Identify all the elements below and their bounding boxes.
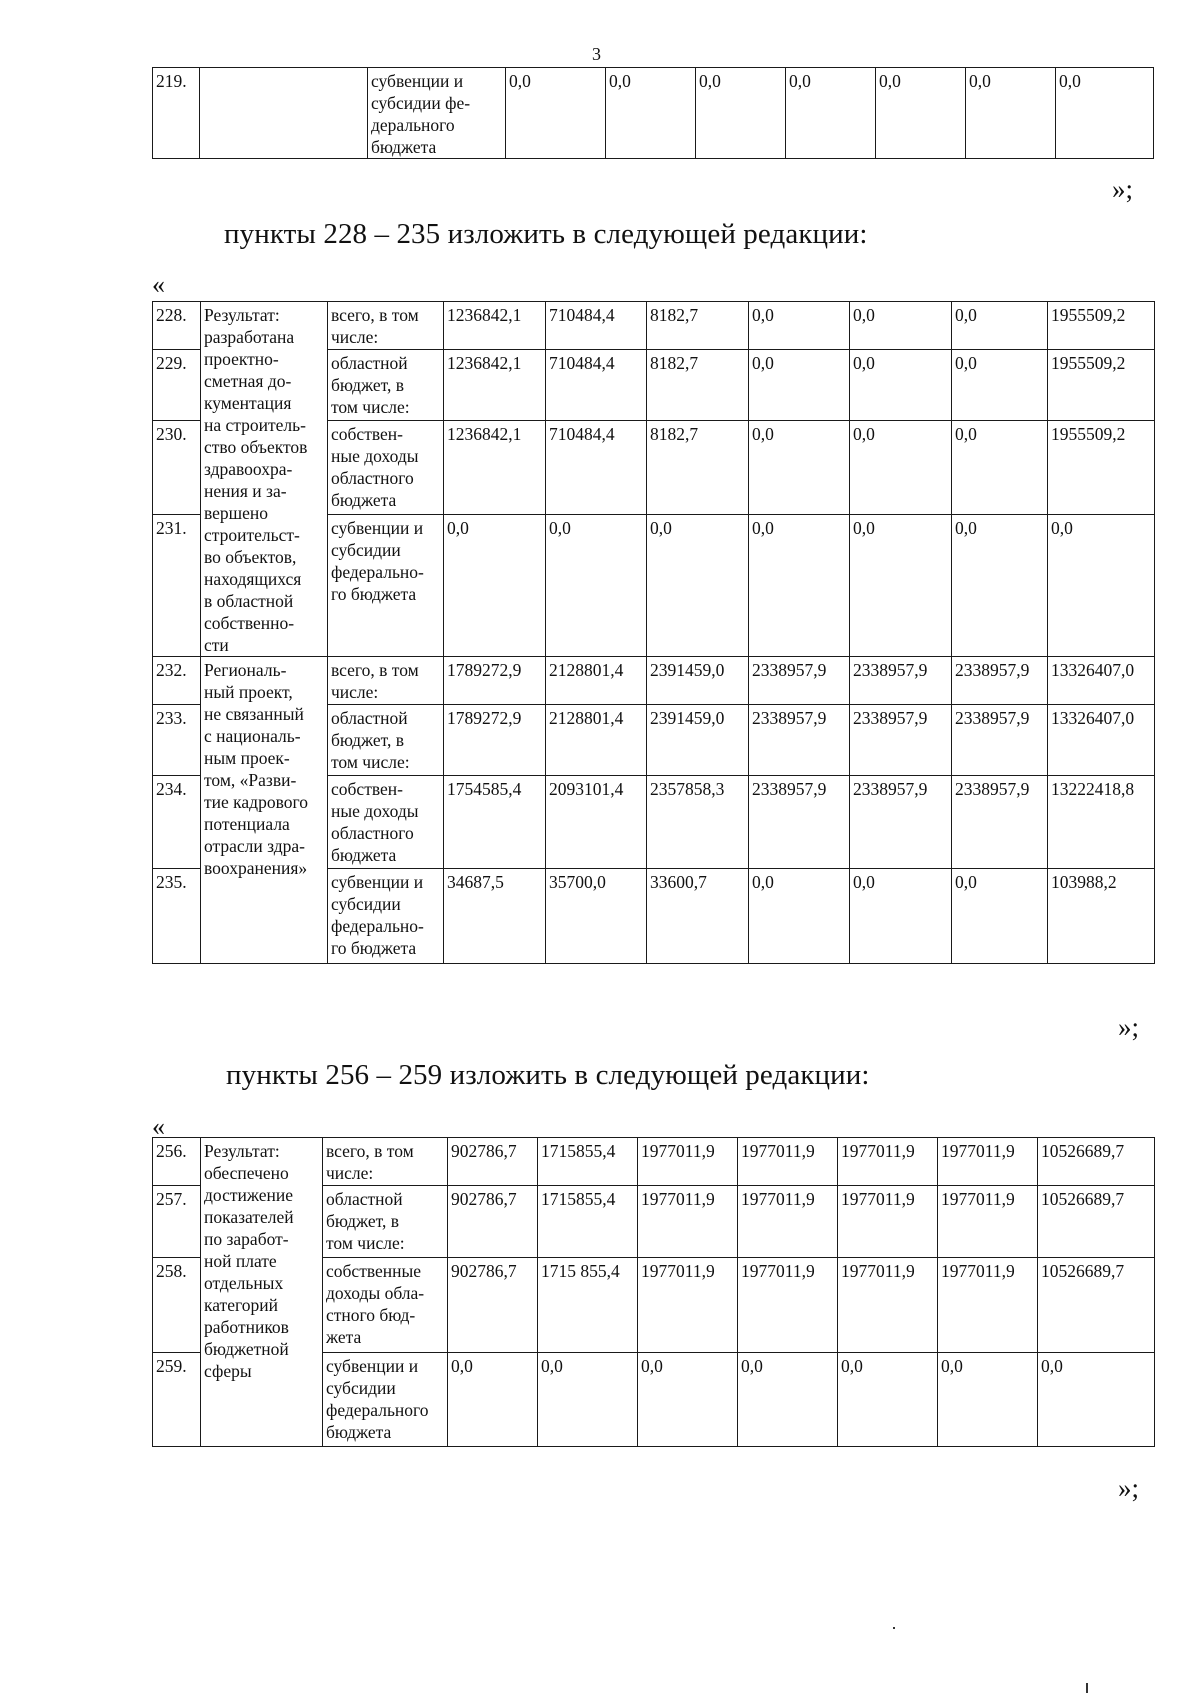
- row-number: 258.: [153, 1258, 201, 1353]
- value-cell: 1754585,4: [444, 776, 546, 869]
- value-cell: 13326407,0: [1048, 705, 1155, 776]
- table-row: [153, 657, 1155, 705]
- table-row: [153, 302, 1155, 350]
- value-cell: 0,0: [786, 68, 876, 159]
- value-cell: 0,0: [876, 68, 966, 159]
- value-cell: 33600,7: [647, 869, 749, 964]
- funding-source: областной бюджет, в том числе:: [323, 1186, 448, 1258]
- page-number: 3: [592, 44, 601, 64]
- value-cell: 0,0: [696, 68, 786, 159]
- opening-quote-2: «: [152, 1112, 165, 1141]
- value-cell: 2338957,9: [952, 776, 1048, 869]
- closing-quote-1: »;: [1112, 174, 1134, 204]
- row-number: 235.: [153, 869, 201, 964]
- funding-source: областной бюджет, в том числе:: [328, 705, 444, 776]
- value-cell: 2093101,4: [546, 776, 647, 869]
- value-cell: 0,0: [952, 515, 1048, 657]
- table-row: [153, 68, 1154, 159]
- project-description: Региональ- ный проект, не связанный с националь- ным проек- том, «Разви- тие кадрового потенциала отрасли здра- воохранения»: [201, 657, 328, 964]
- table-continuation: [152, 67, 1154, 159]
- value-cell: 0,0: [850, 349, 952, 421]
- opening-quote-1: «: [152, 270, 165, 299]
- funding-source: субвенции и субсидии федерального бюджета: [323, 1353, 448, 1447]
- value-cell: 1789272,9: [444, 705, 546, 776]
- value-cell: 2338957,9: [850, 776, 952, 869]
- value-cell: 1955509,2: [1048, 302, 1155, 350]
- row-number: 219.: [153, 68, 200, 159]
- value-cell: 1977011,9: [738, 1186, 838, 1258]
- result-description: Результат: обеспечено достижение показателей по заработ- ной плате отдельных категорий работников бюджетной сферы: [201, 1138, 323, 1447]
- value-cell: 2128801,4: [546, 705, 647, 776]
- value-cell: 2338957,9: [850, 657, 952, 705]
- value-cell: 103988,2: [1048, 869, 1155, 964]
- value-cell: 10526689,7: [1038, 1186, 1155, 1258]
- value-cell: 0,0: [546, 515, 647, 657]
- value-cell: 0,0: [938, 1353, 1038, 1447]
- funding-source: субвенции и субсидии фе- дерального бюджета: [368, 68, 506, 159]
- value-cell: 35700,0: [546, 869, 647, 964]
- value-cell: 0,0: [952, 421, 1048, 515]
- value-cell: 0,0: [850, 302, 952, 350]
- funding-source: всего, в том числе:: [328, 302, 444, 350]
- value-cell: 2338957,9: [952, 657, 1048, 705]
- value-cell: 1955509,2: [1048, 421, 1155, 515]
- value-cell: 10526689,7: [1038, 1258, 1155, 1353]
- value-cell: 8182,7: [647, 302, 749, 350]
- scan-speck: [1086, 1683, 1088, 1693]
- value-cell: 0,0: [952, 869, 1048, 964]
- value-cell: 710484,4: [546, 421, 647, 515]
- funding-source: всего, в том числе:: [328, 657, 444, 705]
- row-number: 233.: [153, 705, 201, 776]
- funding-source: субвенции и субсидии федерально- го бюджета: [328, 869, 444, 964]
- funding-source: собствен- ные доходы областного бюджета: [328, 776, 444, 869]
- value-cell: 1715855,4: [538, 1186, 638, 1258]
- value-cell: 0,0: [638, 1353, 738, 1447]
- row-number: 234.: [153, 776, 201, 869]
- value-cell: 0,0: [850, 421, 952, 515]
- funding-source: субвенции и субсидии федерально- го бюджета: [328, 515, 444, 657]
- value-cell: 1977011,9: [938, 1186, 1038, 1258]
- value-cell: 0,0: [749, 349, 850, 421]
- value-cell: 1977011,9: [838, 1258, 938, 1353]
- value-cell: 710484,4: [546, 302, 647, 350]
- value-cell: 1977011,9: [838, 1138, 938, 1186]
- row-number: 232.: [153, 657, 201, 705]
- value-cell: 1977011,9: [838, 1186, 938, 1258]
- value-cell: 1977011,9: [938, 1258, 1038, 1353]
- value-cell: 710484,4: [546, 349, 647, 421]
- table-items-256-259: [152, 1137, 1155, 1447]
- value-cell: 0,0: [850, 869, 952, 964]
- value-cell: 0,0: [606, 68, 696, 159]
- value-cell: 34687,5: [444, 869, 546, 964]
- value-cell: 1955509,2: [1048, 349, 1155, 421]
- table-items-228-235: [152, 301, 1155, 964]
- value-cell: 2338957,9: [749, 776, 850, 869]
- closing-quote-2: »;: [1118, 1012, 1140, 1042]
- value-cell: 1977011,9: [938, 1138, 1038, 1186]
- value-cell: 0,0: [952, 302, 1048, 350]
- value-cell: 1236842,1: [444, 302, 546, 350]
- value-cell: 1977011,9: [638, 1258, 738, 1353]
- value-cell: 10526689,7: [1038, 1138, 1155, 1186]
- value-cell: 0,0: [952, 349, 1048, 421]
- funding-source: всего, в том числе:: [323, 1138, 448, 1186]
- value-cell: 13326407,0: [1048, 657, 1155, 705]
- value-cell: 1789272,9: [444, 657, 546, 705]
- value-cell: 0,0: [1048, 515, 1155, 657]
- value-cell: 2338957,9: [749, 657, 850, 705]
- row-number: 259.: [153, 1353, 201, 1447]
- value-cell: 0,0: [850, 515, 952, 657]
- value-cell: 2338957,9: [749, 705, 850, 776]
- funding-source: собственные доходы обла- стного бюд- жета: [323, 1258, 448, 1353]
- value-cell: 2338957,9: [850, 705, 952, 776]
- value-cell: 2357858,3: [647, 776, 749, 869]
- closing-quote-3: »;: [1118, 1473, 1140, 1503]
- value-cell: 0,0: [838, 1353, 938, 1447]
- value-cell: 902786,7: [448, 1258, 538, 1353]
- section-heading-228-235: пункты 228 – 235 изложить в следующей редакции:: [224, 218, 868, 250]
- value-cell: 2391459,0: [647, 657, 749, 705]
- value-cell: 0,0: [506, 68, 606, 159]
- row-number: 256.: [153, 1138, 201, 1186]
- value-cell: 0,0: [749, 421, 850, 515]
- section-heading-256-259: пункты 256 – 259 изложить в следующей редакции:: [226, 1059, 870, 1091]
- value-cell: 1715855,4: [538, 1138, 638, 1186]
- value-cell: 902786,7: [448, 1138, 538, 1186]
- value-cell: 1715 855,4: [538, 1258, 638, 1353]
- result-description: Результат: разработана проектно- сметная до- кументация на строитель- ство объектов здравоохра- нения и за- вершено строительст- во объектов, находящихся в областной собственно- сти: [201, 302, 328, 657]
- value-cell: 1977011,9: [638, 1138, 738, 1186]
- value-cell: 2391459,0: [647, 705, 749, 776]
- result-description: [200, 68, 368, 159]
- value-cell: 1977011,9: [738, 1138, 838, 1186]
- value-cell: 0,0: [538, 1353, 638, 1447]
- value-cell: 0,0: [1038, 1353, 1155, 1447]
- value-cell: 0,0: [448, 1353, 538, 1447]
- value-cell: 0,0: [749, 515, 850, 657]
- value-cell: 1236842,1: [444, 349, 546, 421]
- funding-source: областной бюджет, в том числе:: [328, 349, 444, 421]
- row-number: 229.: [153, 349, 201, 421]
- value-cell: 1977011,9: [738, 1258, 838, 1353]
- row-number: 257.: [153, 1186, 201, 1258]
- value-cell: 0,0: [647, 515, 749, 657]
- row-number: 228.: [153, 302, 201, 350]
- value-cell: 902786,7: [448, 1186, 538, 1258]
- value-cell: 1236842,1: [444, 421, 546, 515]
- row-number: 231.: [153, 515, 201, 657]
- value-cell: 13222418,8: [1048, 776, 1155, 869]
- value-cell: 0,0: [749, 869, 850, 964]
- value-cell: 0,0: [1056, 68, 1154, 159]
- row-number: 230.: [153, 421, 201, 515]
- value-cell: 2128801,4: [546, 657, 647, 705]
- value-cell: 8182,7: [647, 349, 749, 421]
- value-cell: 0,0: [966, 68, 1056, 159]
- funding-source: собствен- ные доходы областного бюджета: [328, 421, 444, 515]
- value-cell: 0,0: [749, 302, 850, 350]
- value-cell: 1977011,9: [638, 1186, 738, 1258]
- value-cell: 8182,7: [647, 421, 749, 515]
- table-row: [153, 1138, 1155, 1186]
- value-cell: 0,0: [738, 1353, 838, 1447]
- value-cell: 0,0: [444, 515, 546, 657]
- value-cell: 2338957,9: [952, 705, 1048, 776]
- scan-speck: [893, 1627, 895, 1629]
